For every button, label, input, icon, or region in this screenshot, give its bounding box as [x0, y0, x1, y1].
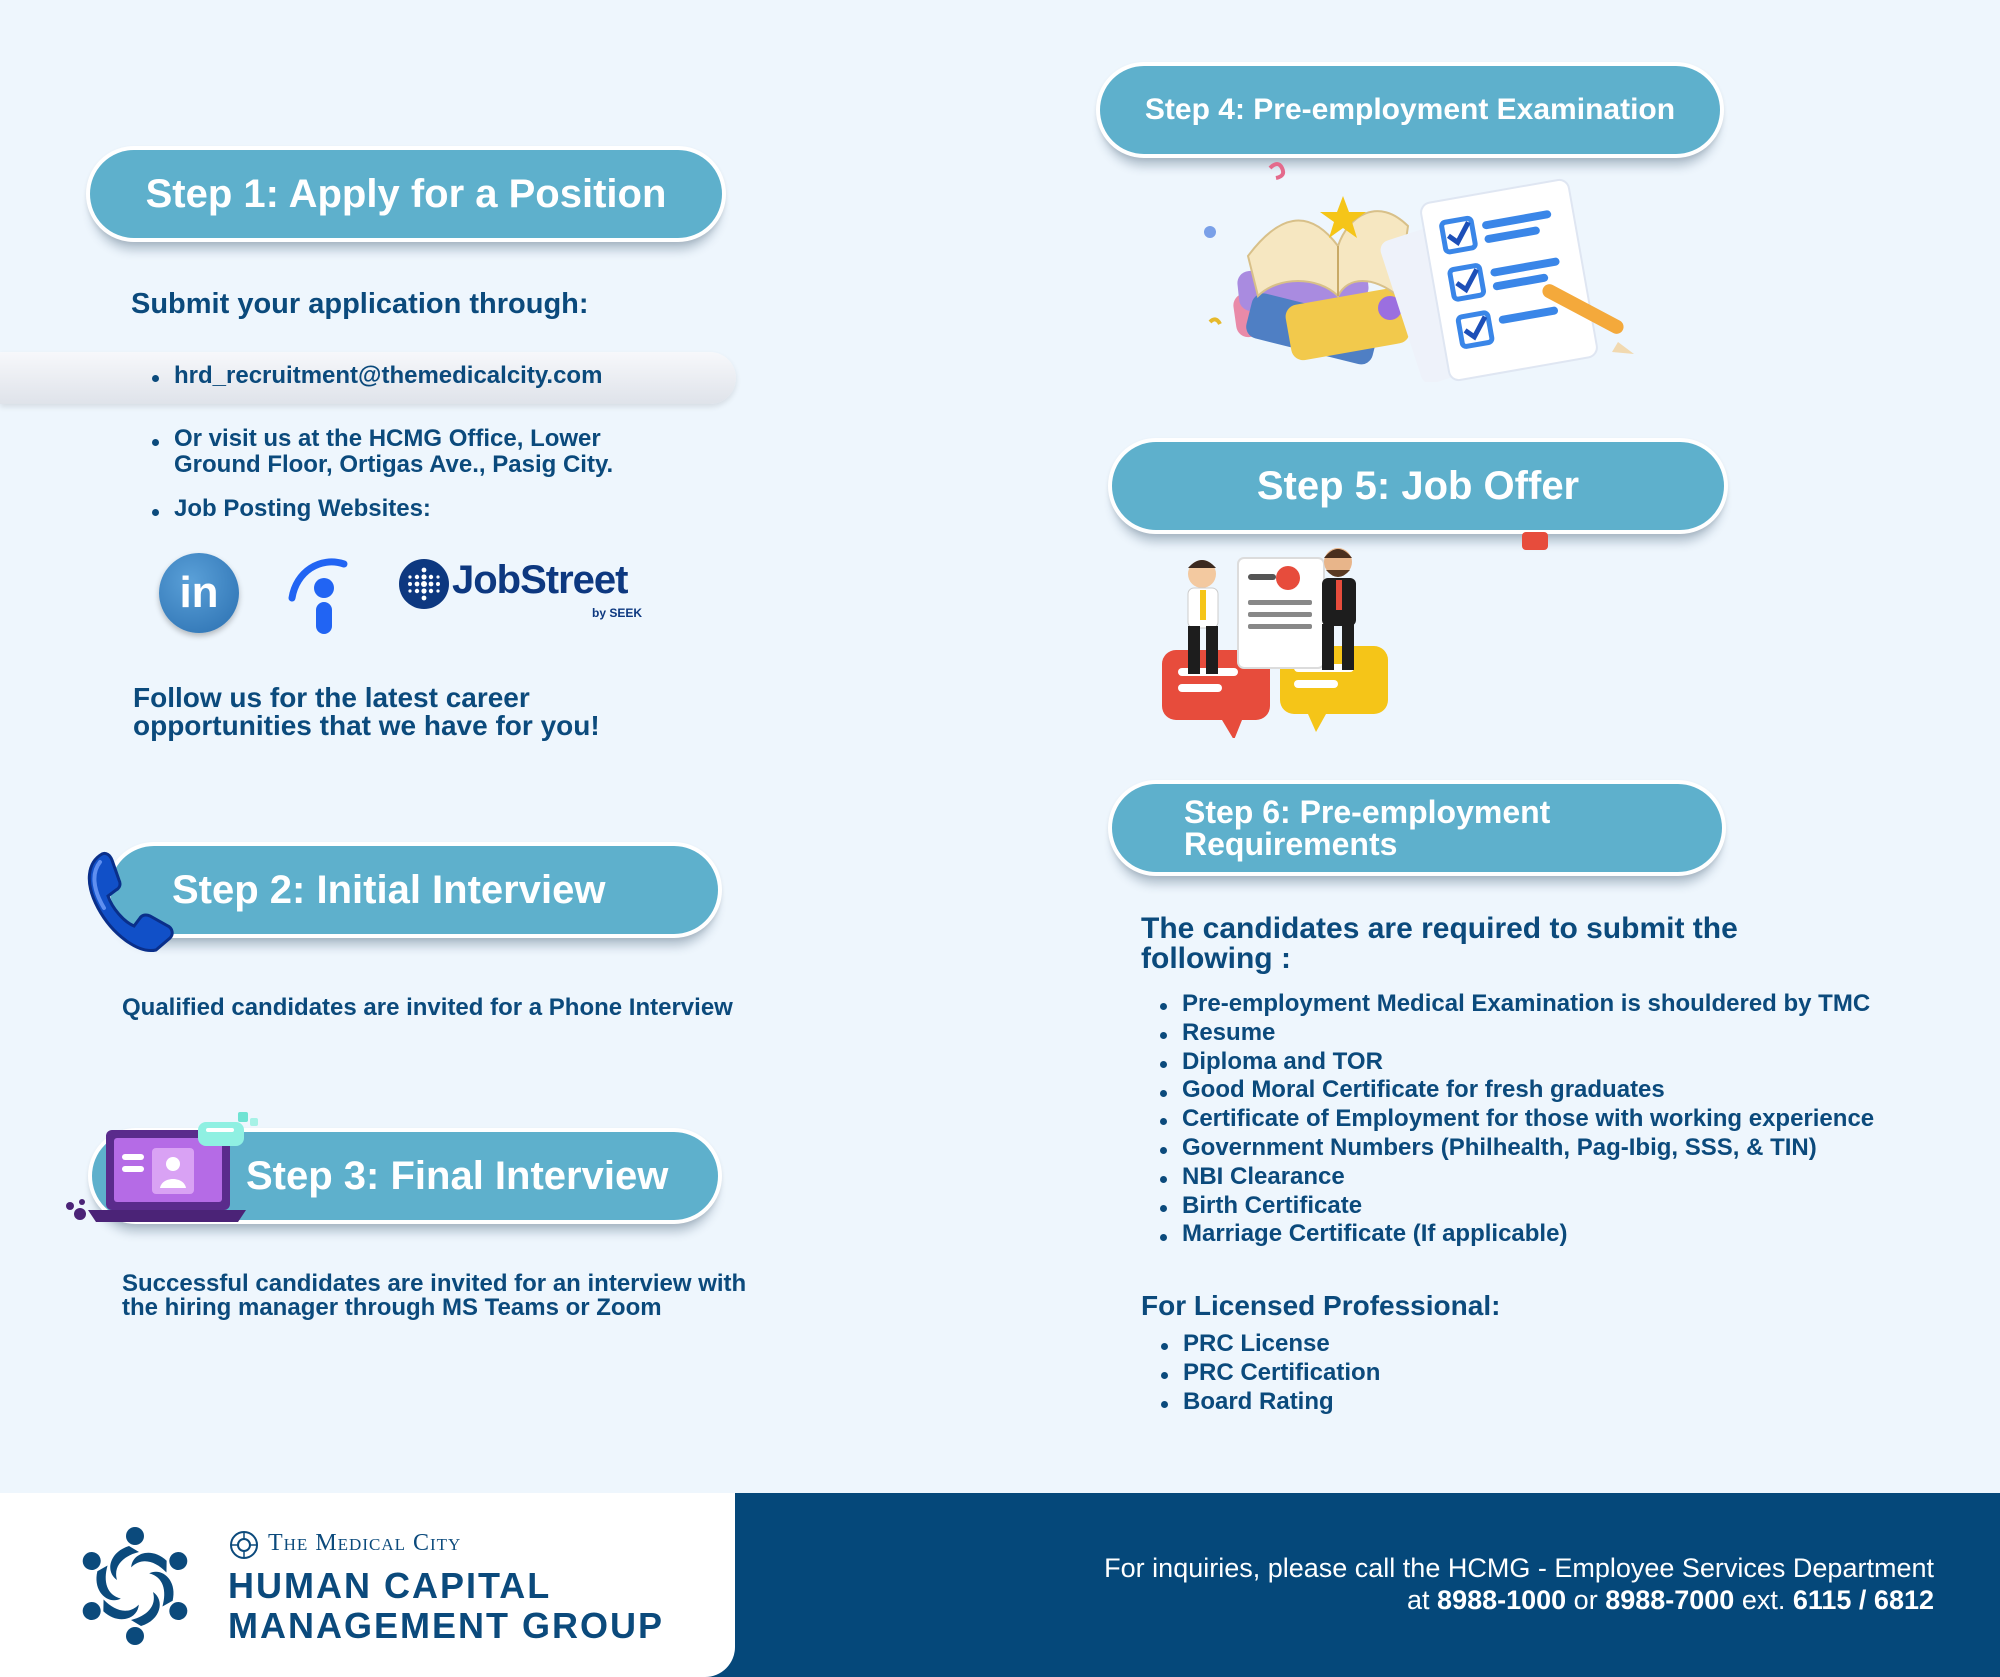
- step1-intro: Submit your application through:: [131, 288, 589, 320]
- list-item: Pre-employment Medical Examination is shouldered by TMC: [1156, 990, 1874, 1019]
- phone-icon: [78, 842, 188, 960]
- list-item: Diploma and TOR: [1156, 1048, 1874, 1077]
- list-item: Marriage Certificate (If applicable): [1156, 1220, 1874, 1249]
- list-item: Resume: [1156, 1019, 1874, 1048]
- step1-options: [148, 426, 613, 522]
- jobstreet-dots-icon: [398, 558, 450, 610]
- tmc-seal-icon: [229, 1530, 259, 1560]
- list-item: Good Moral Certificate for fresh graduates: [1156, 1076, 1874, 1105]
- hcmg-logo-icon: [64, 1516, 206, 1656]
- step2-title: Step 2: Initial Interview: [172, 867, 606, 912]
- step4-title: Step 4: Pre-employment Examination: [1144, 93, 1676, 126]
- linkedin-icon[interactable]: in: [159, 553, 239, 633]
- email-link[interactable]: hrd_recruitment@themedicalcity.com: [148, 362, 602, 390]
- step3-desc: Successful candidates are invited for an interview with the hiring manager through MS Teams or Zoom: [122, 1270, 747, 1321]
- jobstreet-logo[interactable]: [398, 556, 648, 626]
- org-top: The Medical City: [268, 1530, 462, 1556]
- job-offer-people-icon: [1158, 518, 1678, 738]
- step1-pill: [86, 146, 726, 242]
- list-item: Birth Certificate: [1156, 1192, 1874, 1221]
- licensed-list: [1157, 1330, 1380, 1416]
- phone-1[interactable]: 8988-1000: [1437, 1585, 1567, 1615]
- step2-pill: [106, 842, 722, 938]
- job-sites-label: Job Posting Websites:: [148, 496, 613, 522]
- exam-books-checklist-icon: [1198, 156, 1638, 382]
- jobstreet-name: JobStreet: [452, 558, 628, 602]
- ext-numbers: 6115 / 6812: [1792, 1585, 1934, 1615]
- footer-inquiry: For inquiries, please call the HCMG - Employee Services Department at 8988-1000 or 8988-7000 ext. 6115 / 6812: [1104, 1553, 1934, 1615]
- list-item: Board Rating: [1157, 1388, 1380, 1417]
- follow-text: Follow us for the latest career opportunities that we have for you!: [133, 682, 600, 741]
- step3-title: Step 3: Final Interview: [246, 1153, 669, 1198]
- list-item: PRC License: [1157, 1330, 1380, 1359]
- indeed-icon[interactable]: [286, 552, 350, 636]
- list-item: Certificate of Employment for those with working experience: [1156, 1105, 1874, 1134]
- list-item: Government Numbers (Philhealth, Pag-Ibig, SSS, & TIN): [1156, 1134, 1874, 1163]
- requirements-list: [1156, 990, 1874, 1249]
- step4-pill: [1096, 62, 1724, 158]
- jobstreet-by: by SEEK: [592, 606, 643, 620]
- step6-title: Step 6: Pre-employment Requirements: [1184, 794, 1551, 862]
- phone-2[interactable]: 8988-7000: [1605, 1585, 1735, 1615]
- email-list: [148, 362, 602, 390]
- laptop-video-call-icon: [58, 1110, 264, 1230]
- step2-desc: Qualified candidates are invited for a Phone Interview: [122, 994, 733, 1021]
- step6-pill: [1108, 780, 1726, 876]
- step1-title: Step 1: Apply for a Position: [145, 171, 667, 216]
- licensed-heading: For Licensed Professional:: [1141, 1290, 1501, 1321]
- list-item: NBI Clearance: [1156, 1163, 1874, 1192]
- list-item: PRC Certification: [1157, 1359, 1380, 1388]
- org-name: HUMAN CAPITAL MANAGEMENT GROUP: [228, 1565, 664, 1646]
- step5-title: Step 5: Job Offer: [1256, 463, 1580, 508]
- visit-office: Or visit us at the HCMG Office, Lower Ground Floor, Ortigas Ave., Pasig City.: [148, 426, 613, 478]
- step6-heading: The candidates are required to submit the following :: [1141, 912, 1738, 975]
